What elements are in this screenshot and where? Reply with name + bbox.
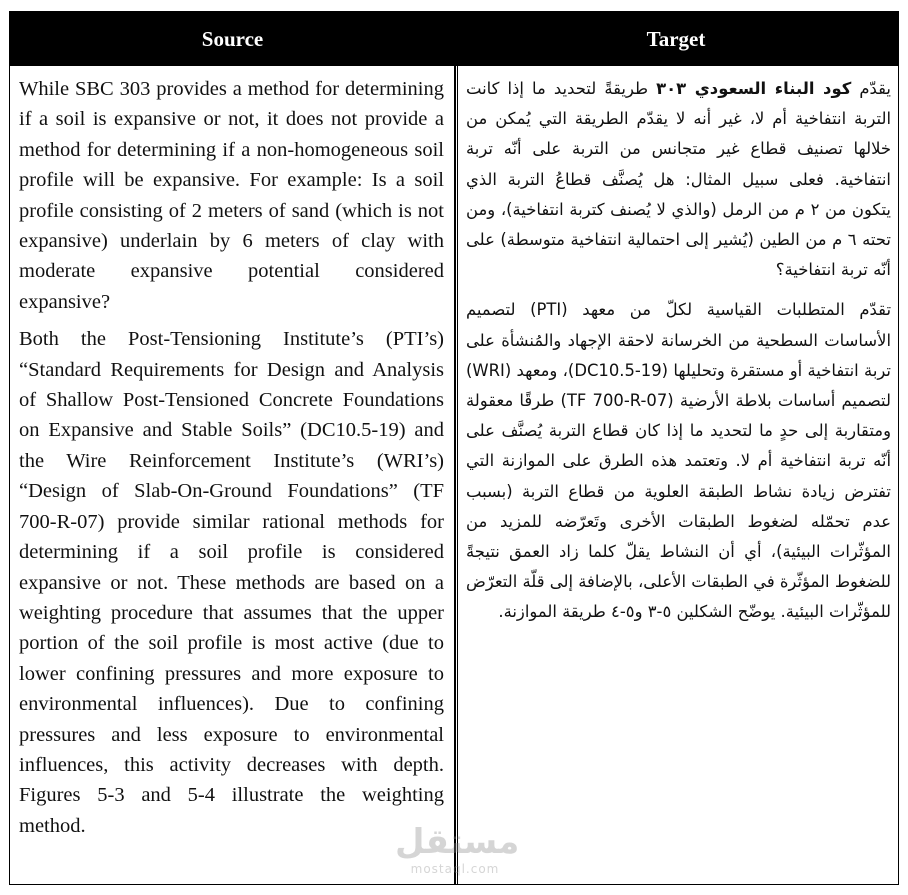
watermark-arabic: مستقل: [395, 822, 520, 862]
target-cell: [466, 74, 891, 638]
source-cell: [19, 74, 444, 848]
source-paragraph-2: Both the Post-Tensioning Institute’s (PTI’s) “Standard Requirements for Design and Analysis of Shallow Post-Tensioned Concrete Foundations on Expansive and Stable Soils” (DC10.5-19) and the Wire Reinforcement Institute’s (WRI’s) “Design of Slab-On-Ground Foundations” (TF 700-R-07) provide similar rational methods for determining if a soil profile is considered expansive or not. These methods are based on a weighting procedure that assumes that the upper portion of the soil profile is most active (due to lower confining pressures and more exposure to environmental influences). Due to confining pressures and less exposure to environmental influences, this activity decreases with depth. Figures 5-3 and 5-4 illustrate the weighting method.: [19, 328, 444, 837]
target-paragraph-1-lead: يقدّم: [851, 79, 891, 98]
target-paragraph-1: [466, 74, 891, 285]
target-paragraph-1-bold: كود البناء السعودي ٣٠٣: [656, 79, 852, 98]
header-target: Target: [646, 27, 706, 51]
target-paragraph-2: تقدّم المتطلبات القياسية لكلّ من معهد (PTI) لتصميم الأساسات السطحية من الخرسانة لاحقة الإجهاد والمُنشأة على تربة انتفاخية أو مستقرة وتحليلها (DC10.5-19)، ومعهد (WRI) لتصميم أساسات بلاطة الأرضية (TF 700-R-07) طرقًا معقولة ومتقاربة إلى حدٍ ما لتحديد ما إذا كان قطاع التربة يُصنَّف على أنّه تربة انتفاخية أم لا. وتعتمد هذه الطرق على الموازنة التي تفترض زيادة نشاط الطبقة العلوية من قطاع التربة (بسبب عدم تحمّله لضغوط الطبقات الأخرى وتَعرّضه للمزيد من المؤثّرات البيئية)، أي أن النشاط يقلّ كلما زاد العمق نتيجةً للضغوط المؤثّرة في الطبقات الأعلى، بالإضافة إلى قلّة التعرّض للمؤثّرات البيئية. يوضّح الشكلين ٥-٣ و٥-٤ طريقة الموازنة.: [466, 300, 892, 622]
mostaql-watermark: [395, 822, 520, 882]
table-header-row: [10, 12, 898, 66]
source-paragraph-1: While SBC 303 provides a method for determining if a soil is expansive or not, it does not provide a method for determining if a non-homogeneous soil profile will be expansive. For example: Is a soil profile consisting of 2 meters of sand (which is not expansive) underlain by 6 meters of clay with moderate expansive potential considered expansive?: [19, 78, 444, 313]
watermark-latin: mostaql.com: [410, 862, 500, 876]
column-divider-inner: [457, 66, 458, 884]
translation-table: [9, 11, 899, 885]
header-source: Source: [201, 27, 264, 51]
target-paragraph-1-rest: طريقةً لتحديد ما إذا كانت التربة انتفاخية أم لا، غير أنه لا يقدّم الطريقة التي يُمكن من خلالها تصنيف قطاع غير متجانس من التربة على أنّه تربة انتفاخية. فعلى سبيل المثال: هل يُصنَّف قطاعُ التربة الذي يتكون من ٢ م من الرمل (والذي لا يُصنف كتربة انتفاخية)، ومن تحته ٦ م من الطين (يُشير إلى احتمالية انتفاخية متوسطة) على أنّه تربة انتفاخية؟: [466, 79, 891, 280]
column-divider: [454, 66, 456, 884]
